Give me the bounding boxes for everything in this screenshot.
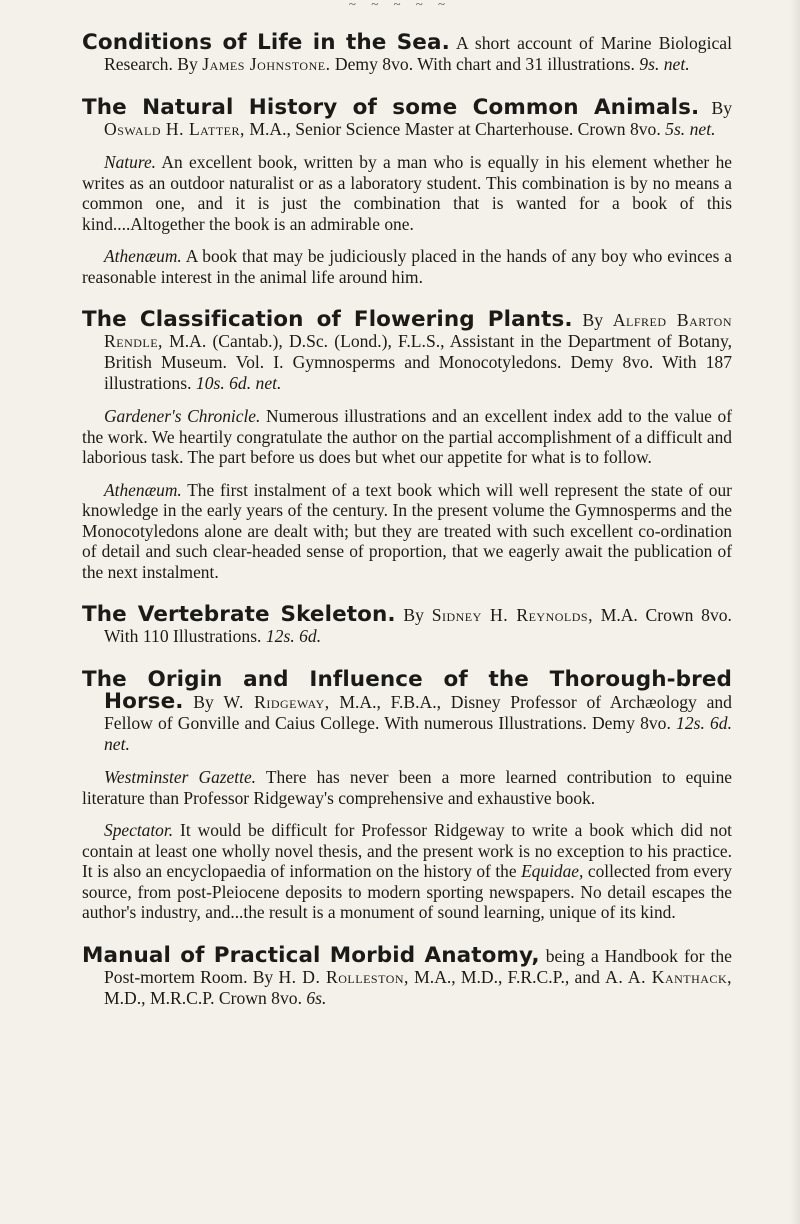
review-quote <box>82 406 732 468</box>
review-source: Athenæum. <box>104 479 182 500</box>
author-name: W. Ridgeway, <box>223 692 330 712</box>
price: 12s. 6d. <box>676 713 732 733</box>
review-source: Spectator. <box>104 820 174 840</box>
review-quote <box>82 480 732 583</box>
review-text: An excellent book, written by a man who is equally in his element whether he writes as an outdoor naturalist or as a laboratory student. This combination is by no means a common one, and it is just the combination that is wanted for a book of this kind....Altogether the book is an admirable one. <box>82 152 732 234</box>
book-title: The Classification of Flowering Plants. <box>82 307 573 332</box>
review-italic-term: Equidae, <box>521 861 584 881</box>
title-rest: being a Handbook for the Post-mortem Room. By <box>104 945 732 987</box>
book-catalogue-page <box>82 32 732 1031</box>
book-title: The Origin and Influence of the Thorough-bred Horse. <box>82 667 732 714</box>
author-name: Sidney H. Reynolds, <box>431 605 593 625</box>
price: 9s. <box>639 54 660 74</box>
entry-heading <box>82 309 732 394</box>
review-text: The first instalment of a text book which will well represent the state of our knowledge in the early years of the century. In the present volume the Gymnosperms and the Monocotyledons alone are dealt with; but they are treated with such excellent co-ordination of detail and such clear-headed sense of proportion, that we eagerly await the publication of the next instalment. <box>82 479 732 582</box>
book-title: The Vertebrate Skeleton. <box>82 602 396 627</box>
author-name: James Johnstone. <box>202 54 331 74</box>
entry-heading <box>82 669 732 755</box>
review-quote <box>82 767 732 808</box>
by-word: By <box>582 310 604 330</box>
page-edge-shadow <box>790 0 800 1224</box>
review-source: Nature. <box>104 152 157 172</box>
entry-conditions-of-life <box>82 32 732 75</box>
book-details: M.A. (Cantab.), D.Sc. (Lond.), F.L.S., Assistant in the Department of Botany, British Museum. Vol. I. Gymnosperms and Monocotyledons. Demy 8vo. With 187 illustrations. <box>104 331 733 393</box>
price: 5s. <box>665 119 686 139</box>
author-name: H. D. Rolleston, <box>278 966 409 987</box>
price-suffix: net. <box>104 734 130 754</box>
book-details: M.A. Crown 8vo. With 110 Illustrations. <box>104 605 732 646</box>
book-title: Manual of Practical Morbid Anatomy, <box>82 942 540 968</box>
review-source: Gardener's Chronicle. <box>104 406 261 426</box>
by-word: By <box>193 692 214 712</box>
entry-heading <box>82 97 732 140</box>
book-details: M.D., M.R.C.P. Crown 8vo. <box>104 987 302 1008</box>
book-details: M.A., Senior Science Master at Charterhouse. Crown 8vo. <box>249 119 661 139</box>
price: 12s. 6d. <box>265 626 322 646</box>
price-suffix: net. <box>689 119 716 139</box>
by-word: By <box>403 605 424 625</box>
entry-vertebrate-skeleton <box>82 604 732 647</box>
review-text: A book that may be judiciously placed in the hands of any boy who evinces a reasonable interest in the animal life around him. <box>82 246 732 287</box>
review-quote <box>82 246 732 287</box>
price: 10s. 6d. <box>195 373 252 393</box>
author-name: A. A. Kanthack, <box>605 966 733 987</box>
entry-heading <box>82 32 732 75</box>
review-quote <box>82 820 732 923</box>
book-details: M.A., F.B.A., Disney Professor of Archæology and Fellow of Gonville and Caius College. With numerous Illustrations. Demy 8vo. <box>104 692 732 733</box>
review-source: Athenæum. <box>104 246 182 266</box>
review-text: There has never been a more learned contribution to equine literature than Professor Ridgeway's comprehensive and exhaustive book. <box>82 767 732 808</box>
review-text: Numerous illustrations and an excellent index add to the value of the work. We heartily congratulate the author on the partial accomplishment of a difficult and laborious task. The part before us does but whet our appetite for what is to follow. <box>82 406 732 467</box>
review-quote <box>82 152 732 234</box>
top-page-fragment: ~ ~ ~ ~ ~ <box>348 0 452 10</box>
entry-heading <box>82 942 733 1009</box>
price-suffix: net. <box>255 373 282 393</box>
entry-natural-history <box>82 97 732 287</box>
by-word: By <box>711 98 733 118</box>
price: 6s. <box>306 987 327 1008</box>
book-title: Conditions of Life in the Sea. <box>82 30 450 55</box>
review-source: Westminster Gazette. <box>104 767 257 787</box>
entry-classification-flowering-plants <box>82 309 732 582</box>
author-name: Oswald H. Latter, <box>104 119 245 139</box>
entry-thorough-bred-horse <box>82 669 732 923</box>
book-details: Demy 8vo. With chart and 31 illustrations. <box>334 54 635 74</box>
entry-heading <box>82 604 732 647</box>
price-suffix: net. <box>663 54 690 74</box>
book-title: The Natural History of some Common Animals. <box>82 95 700 120</box>
entry-morbid-anatomy <box>82 942 733 1009</box>
review-text: It would be difficult for Professor Ridgeway to write a book which did not contain at least one wholly novel thesis, and the present work is no exception to his practice. It is also an encyclopaedia of information on the history of the <box>82 820 732 881</box>
book-details: M.A., M.D., F.R.C.P., and <box>414 966 600 987</box>
review-text: collected from every source, from post-Pleiocene deposits to modern sporting newspapers. No detail escapes the author's industry, and...the result is a monument of sound learning, unique of its kind. <box>82 861 732 922</box>
author-name: Alfred Barton Rendle, <box>104 310 732 351</box>
title-rest: A short account of Marine Biological Research. By <box>104 33 732 74</box>
